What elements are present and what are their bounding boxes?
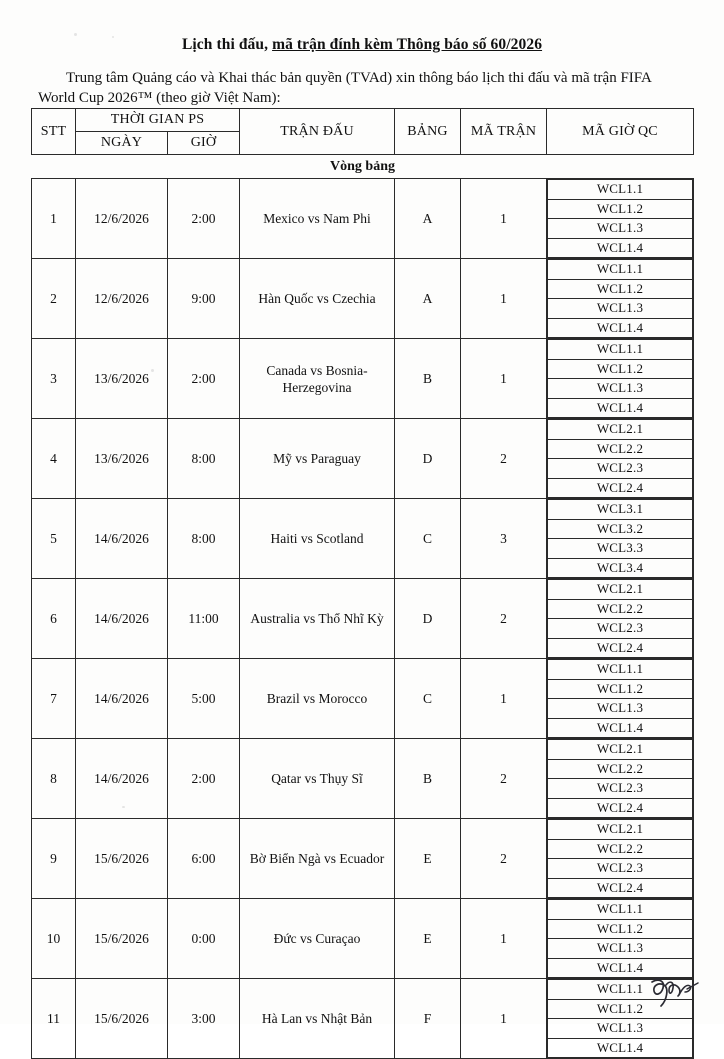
column-header-ma-tran: MÃ TRẬN	[461, 109, 547, 155]
table-row	[32, 979, 694, 1059]
cell-gio: 8:00	[168, 419, 240, 499]
table-row	[32, 579, 694, 659]
qc-code-row	[548, 999, 693, 1019]
qc-code: WCL2.4	[548, 638, 693, 658]
qc-code-row	[548, 558, 693, 578]
qc-code-list	[547, 899, 693, 978]
cell-gio: 2:00	[168, 339, 240, 419]
qc-code: WCL2.3	[548, 859, 693, 879]
cell-ma-tran: 2	[461, 739, 547, 819]
qc-code: WCL2.1	[548, 740, 693, 760]
qc-code-row	[548, 699, 693, 719]
cell-ma-gio-qc	[547, 179, 694, 259]
cell-ma-gio-qc	[547, 259, 694, 339]
cell-ma-tran: 1	[461, 979, 547, 1059]
column-header-stt: STT	[32, 109, 76, 155]
cell-ngay: 14/6/2026	[76, 499, 168, 579]
cell-ngay: 15/6/2026	[76, 979, 168, 1059]
column-header-gio: GIỜ	[168, 132, 240, 155]
table-row	[32, 819, 694, 899]
column-header-ma-gio-qc: MÃ GIỜ QC	[547, 109, 694, 155]
table-row	[32, 659, 694, 739]
qc-code: WCL2.4	[548, 878, 693, 898]
qc-code: WCL1.3	[548, 379, 693, 399]
cell-ma-gio-qc	[547, 739, 694, 819]
section-label: Vòng bảng	[32, 155, 694, 179]
qc-code-row	[548, 340, 693, 360]
cell-ngay: 12/6/2026	[76, 179, 168, 259]
qc-code-row	[548, 420, 693, 440]
cell-ngay: 15/6/2026	[76, 819, 168, 899]
qc-code: WCL1.3	[548, 939, 693, 959]
cell-tran-dau: Bờ Biển Ngà vs Ecuador	[240, 819, 395, 899]
qc-code: WCL1.1	[548, 340, 693, 360]
intro-paragraph: Trung tâm Quảng cáo và Khai thác bản quyền (TVAd) xin thông báo lịch thi đấu và mã trận FIFA World Cup 2026™ (theo giờ Việt Nam):	[38, 70, 652, 106]
cell-tran-dau: Hàn Quốc vs Czechia	[240, 259, 395, 339]
cell-ma-tran: 1	[461, 179, 547, 259]
cell-tran-dau: Mỹ vs Paraguay	[240, 419, 395, 499]
cell-stt: 1	[32, 179, 76, 259]
qc-code: WCL1.2	[548, 359, 693, 379]
qc-code: WCL3.3	[548, 539, 693, 559]
qc-code-row	[548, 478, 693, 498]
cell-ma-gio-qc	[547, 899, 694, 979]
cell-stt: 3	[32, 339, 76, 419]
cell-stt: 10	[32, 899, 76, 979]
qc-code-list	[547, 339, 693, 418]
cell-stt: 9	[32, 819, 76, 899]
qc-code-row	[548, 820, 693, 840]
qc-code-row	[548, 260, 693, 280]
table-row	[32, 899, 694, 979]
qc-code-row	[548, 779, 693, 799]
qc-code: WCL2.4	[548, 478, 693, 498]
cell-ngay: 13/6/2026	[76, 339, 168, 419]
cell-stt: 4	[32, 419, 76, 499]
table-row	[32, 339, 694, 419]
qc-code-row	[548, 638, 693, 658]
page-title-underlined: mã trận đính kèm Thông báo số 60/2026	[272, 36, 543, 53]
table-row	[32, 739, 694, 819]
qc-code-row	[548, 679, 693, 699]
cell-ma-tran: 2	[461, 579, 547, 659]
qc-code: WCL2.2	[548, 439, 693, 459]
qc-code: WCL3.2	[548, 519, 693, 539]
cell-ma-tran: 2	[461, 419, 547, 499]
cell-ma-tran: 1	[461, 259, 547, 339]
qc-code: WCL1.2	[548, 679, 693, 699]
qc-code-list	[547, 419, 693, 498]
qc-code: WCL2.2	[548, 839, 693, 859]
table-row	[32, 499, 694, 579]
cell-stt: 2	[32, 259, 76, 339]
qc-code-row	[548, 798, 693, 818]
qc-code: WCL1.2	[548, 199, 693, 219]
qc-code: WCL1.3	[548, 1019, 693, 1039]
cell-tran-dau: Australia vs Thổ Nhĩ Kỳ	[240, 579, 395, 659]
qc-code-row	[548, 859, 693, 879]
qc-code: WCL1.3	[548, 299, 693, 319]
qc-code-row	[548, 459, 693, 479]
qc-code-row	[548, 839, 693, 859]
cell-gio: 3:00	[168, 979, 240, 1059]
cell-ma-gio-qc	[547, 339, 694, 419]
cell-gio: 8:00	[168, 499, 240, 579]
cell-gio: 5:00	[168, 659, 240, 739]
column-header-tran-dau: TRẬN ĐẤU	[240, 109, 395, 155]
cell-ma-gio-qc	[547, 659, 694, 739]
qc-code-row	[548, 199, 693, 219]
qc-code-row	[548, 519, 693, 539]
qc-code: WCL3.1	[548, 500, 693, 520]
qc-code-row	[548, 359, 693, 379]
cell-tran-dau: Qatar vs Thụy Sĩ	[240, 739, 395, 819]
qc-code-list	[547, 819, 693, 898]
cell-bang: E	[395, 899, 461, 979]
cell-ma-gio-qc	[547, 819, 694, 899]
cell-bang: F	[395, 979, 461, 1059]
cell-bang: B	[395, 339, 461, 419]
qc-code: WCL1.3	[548, 699, 693, 719]
qc-code-row	[548, 619, 693, 639]
qc-code-row	[548, 279, 693, 299]
cell-tran-dau: Mexico vs Nam Phi	[240, 179, 395, 259]
qc-code-row	[548, 180, 693, 200]
cell-tran-dau: Hà Lan vs Nhật Bản	[240, 979, 395, 1059]
qc-code-row	[548, 599, 693, 619]
qc-code-list	[547, 579, 693, 658]
cell-gio: 2:00	[168, 739, 240, 819]
cell-ma-tran: 2	[461, 819, 547, 899]
qc-code: WCL1.4	[548, 398, 693, 418]
qc-code: WCL1.2	[548, 279, 693, 299]
cell-tran-dau: Canada vs Bosnia-Herzegovina	[240, 339, 395, 419]
qc-code: WCL1.4	[548, 958, 693, 978]
cell-gio: 2:00	[168, 179, 240, 259]
cell-ma-tran: 1	[461, 899, 547, 979]
column-header-ngay: NGÀY	[76, 132, 168, 155]
cell-bang: B	[395, 739, 461, 819]
qc-code: WCL1.4	[548, 318, 693, 338]
qc-code-list	[547, 739, 693, 818]
cell-bang: C	[395, 499, 461, 579]
qc-code: WCL1.2	[548, 919, 693, 939]
qc-code-row	[548, 238, 693, 258]
cell-stt: 8	[32, 739, 76, 819]
cell-ma-gio-qc	[547, 979, 694, 1059]
qc-code-row	[548, 219, 693, 239]
table-row	[32, 259, 694, 339]
qc-code: WCL2.2	[548, 759, 693, 779]
table-row	[32, 179, 694, 259]
qc-code: WCL2.3	[548, 619, 693, 639]
qc-code: WCL1.3	[548, 219, 693, 239]
qc-code-row	[548, 500, 693, 520]
qc-code: WCL2.3	[548, 779, 693, 799]
qc-code-row	[548, 939, 693, 959]
qc-code: WCL2.1	[548, 580, 693, 600]
qc-code: WCL1.4	[548, 718, 693, 738]
qc-code-row	[548, 919, 693, 939]
qc-code-row	[548, 759, 693, 779]
cell-bang: E	[395, 819, 461, 899]
qc-code: WCL2.1	[548, 420, 693, 440]
cell-gio: 0:00	[168, 899, 240, 979]
qc-code-row	[548, 980, 693, 1000]
qc-code: WCL1.4	[548, 238, 693, 258]
column-header-bang: BẢNG	[395, 109, 461, 155]
qc-code-row	[548, 718, 693, 738]
cell-ma-gio-qc	[547, 579, 694, 659]
cell-ma-tran: 3	[461, 499, 547, 579]
qc-code-row	[548, 299, 693, 319]
qc-code-list	[547, 179, 693, 258]
section-row	[32, 155, 694, 179]
qc-code: WCL1.1	[548, 180, 693, 200]
cell-bang: D	[395, 579, 461, 659]
qc-code-list	[547, 979, 693, 1058]
table-head	[32, 109, 694, 155]
qc-code-row	[548, 580, 693, 600]
qc-code: WCL1.1	[548, 980, 693, 1000]
qc-code-row	[548, 1019, 693, 1039]
cell-gio: 6:00	[168, 819, 240, 899]
cell-ngay: 14/6/2026	[76, 739, 168, 819]
qc-code: WCL2.2	[548, 599, 693, 619]
qc-code-row	[548, 439, 693, 459]
cell-ngay: 15/6/2026	[76, 899, 168, 979]
cell-stt: 7	[32, 659, 76, 739]
cell-tran-dau: Brazil vs Morocco	[240, 659, 395, 739]
cell-stt: 6	[32, 579, 76, 659]
cell-tran-dau: Haiti vs Scotland	[240, 499, 395, 579]
table-body	[32, 155, 694, 1059]
qc-code: WCL1.2	[548, 999, 693, 1019]
qc-code-row	[548, 379, 693, 399]
qc-code-row	[548, 900, 693, 920]
qc-code-row	[548, 958, 693, 978]
column-header-thoi-gian-ps: THỜI GIAN PS	[76, 109, 240, 132]
cell-bang: A	[395, 179, 461, 259]
cell-ngay: 13/6/2026	[76, 419, 168, 499]
qc-code: WCL2.1	[548, 820, 693, 840]
cell-ma-tran: 1	[461, 339, 547, 419]
qc-code: WCL2.4	[548, 798, 693, 818]
match-schedule-table	[31, 108, 694, 1059]
header-row-top	[32, 109, 694, 132]
cell-ma-gio-qc	[547, 419, 694, 499]
qc-code-row	[548, 878, 693, 898]
cell-bang: A	[395, 259, 461, 339]
qc-code-row	[548, 318, 693, 338]
cell-stt: 11	[32, 979, 76, 1059]
qc-code: WCL1.1	[548, 660, 693, 680]
cell-gio: 11:00	[168, 579, 240, 659]
cell-gio: 9:00	[168, 259, 240, 339]
qc-code-list	[547, 259, 693, 338]
cell-ma-tran: 1	[461, 659, 547, 739]
qc-code-row	[548, 539, 693, 559]
cell-ngay: 14/6/2026	[76, 659, 168, 739]
qc-code-row	[548, 1038, 693, 1058]
page-title-prefix: Lịch thi đấu,	[181, 36, 273, 53]
qc-code-row	[548, 398, 693, 418]
cell-ma-gio-qc	[547, 499, 694, 579]
cell-stt: 5	[32, 499, 76, 579]
qc-code: WCL1.1	[548, 900, 693, 920]
qc-code-row	[548, 740, 693, 760]
table-row	[32, 419, 694, 499]
qc-code: WCL1.4	[548, 1038, 693, 1058]
cell-ngay: 12/6/2026	[76, 259, 168, 339]
qc-code-row	[548, 660, 693, 680]
page-title	[0, 36, 724, 54]
qc-code-list	[547, 499, 693, 578]
cell-bang: D	[395, 419, 461, 499]
qc-code: WCL1.1	[548, 260, 693, 280]
cell-ngay: 14/6/2026	[76, 579, 168, 659]
qc-code-list	[547, 659, 693, 738]
qc-code: WCL3.4	[548, 558, 693, 578]
cell-tran-dau: Đức vs Curaçao	[240, 899, 395, 979]
cell-bang: C	[395, 659, 461, 739]
qc-code: WCL2.3	[548, 459, 693, 479]
